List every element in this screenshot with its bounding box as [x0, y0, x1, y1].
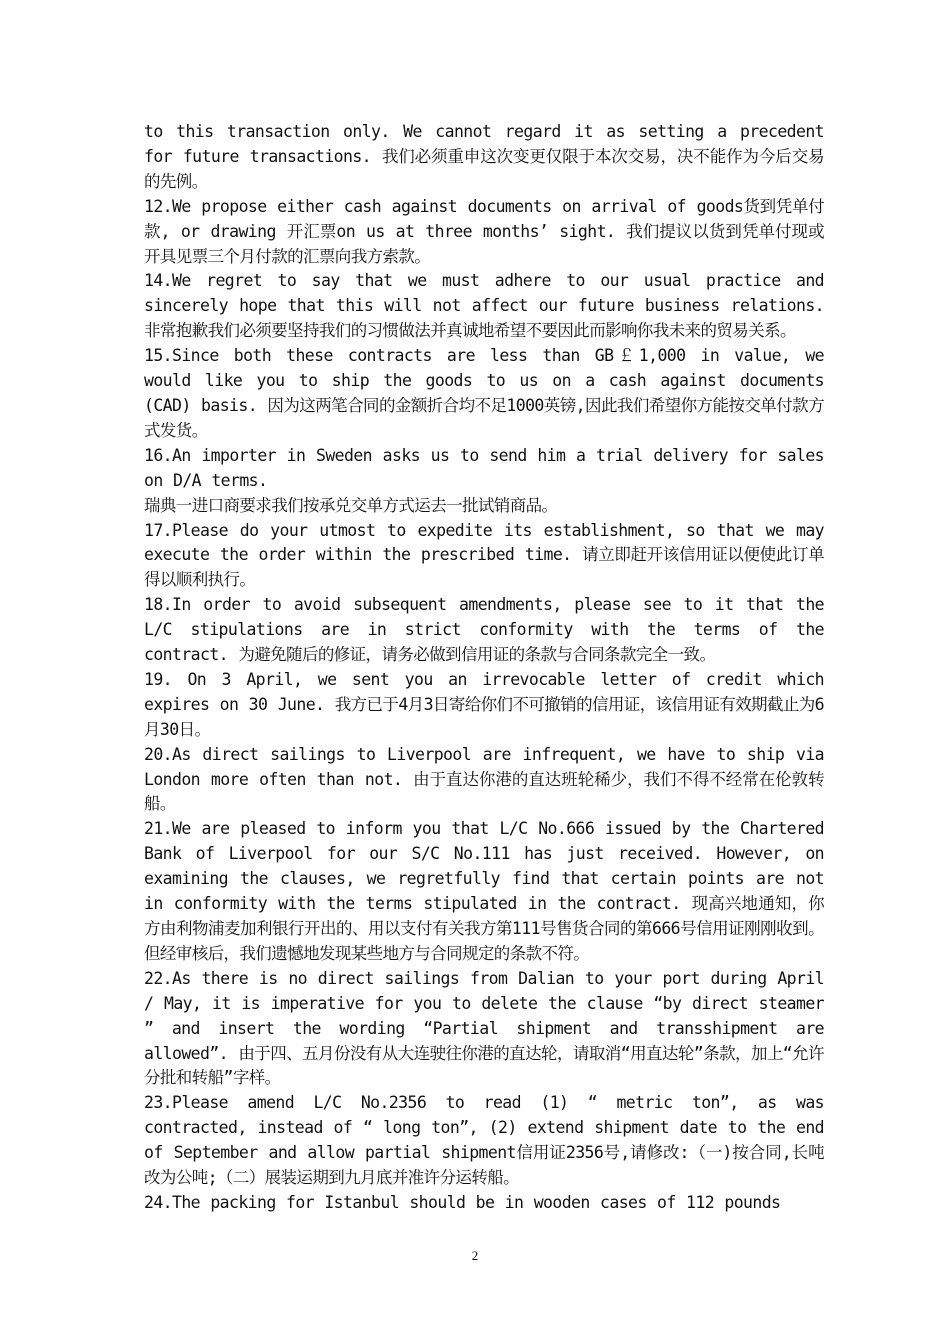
paragraph-24: 24.The packing for Istanbul should be in wooden cases of 112 pounds [144, 1192, 781, 1212]
paragraph-14: 14.We regret to say that we must adhere to our usual practice and sincerely hope that this will not affect our future business relations. 非常抱歉我们必须要坚持我们的习惯做法并真诚地希望不要因此而影响你我未来的贸易关系。 [144, 271, 824, 341]
paragraph-22: 22.As there is no direct sailings from Dalian to your port during April / May, it is imperative for you to delete the clause “by direct steamer ” and insert the wording “Partial shipment and transshipment are allowed”. 由于四、五月份没有从大连驶往你港的直达轮，请取消“用直达轮”条款，加上“允许分批和转船”字样。 [144, 968, 824, 1088]
paragraph-21: 21.We are pleased to inform you that L/C No.666 issued by the Chartered Bank of Liverpool for our S/C No.111 has just received. However, on examining the clauses, we regretfully find that certain points are not in conformity with the terms stipulated in the contract. 现高兴地通知，你方由利物浦麦加利银行开出的、用以支付有关我方第111号售货合同的第666号信用证刚刚收到。但经审核后，我们遗憾地发现某些地方与合同规定的条款不符。 [144, 819, 824, 963]
document-body [144, 120, 824, 1216]
page-number: 2 [471, 1248, 479, 1263]
paragraph-19: 19. On 3 April, we sent you an irrevocable letter of credit which expires on 30 June. 我方已于4月3日寄给你们不可撤销的信用证，该信用证有效期截止为6月30日。 [144, 669, 824, 739]
paragraph-16: 16.An importer in Sweden asks us to send him a trial delivery for sales on D/A terms. [144, 445, 824, 490]
paragraph-12: 12.We propose either cash against documents on arrival of goods货到凭单付款, or drawing 开汇票on us at three months’ sight. 我们提议以货到凭单付现或开具见票三个月付款的汇票向我方索款。 [144, 196, 824, 266]
paragraph-15: 15.Since both these contracts are less than GB￡1,000 in value, we would like you to ship the goods to us on a cash against documents (CAD) basis. 因为这两笔合同的金额折合均不足1000英镑,因此我们希望你方能按交单付款方式发货。 [144, 346, 824, 440]
paragraph-continuation: to this transaction only. We cannot regard it as setting a precedent for future transactions. 我们必须重申这次变更仅限于本次交易，决不能作为今后交易的先例。 [144, 122, 824, 191]
paragraph-16-translation: 瑞典一进口商要求我们按承兑交单方式运去一批试销商品。 [144, 495, 558, 515]
paragraph-20: 20.As direct sailings to Liverpool are infrequent, we have to ship via London more often than not. 由于直达你港的直达班轮稀少，我们不得不经常在伦敦转船。 [144, 744, 824, 814]
paragraph-23: 23.Please amend L/C No.2356 to read (1) “ metric ton”, as was contracted, instead of “ long ton”, (2) extend shipment date to the end of September and allow partial shipment信用证2356号,请修改:（一)按合同,长吨改为公吨;（二）展装运期到九月底并准许分运转船。 [144, 1093, 824, 1188]
paragraph-17: 17.Please do your utmost to expedite its establishment, so that we may execute the order within the prescribed time. 请立即赶开该信用证以便使此订单得以顺利执行。 [144, 520, 824, 590]
paragraph-18: 18.In order to avoid subsequent amendments, please see to it that the L/C stipulations are in strict conformity with the terms of the contract. 为避免随后的修证，请务必做到信用证的条款与合同条款完全一致。 [144, 595, 824, 665]
